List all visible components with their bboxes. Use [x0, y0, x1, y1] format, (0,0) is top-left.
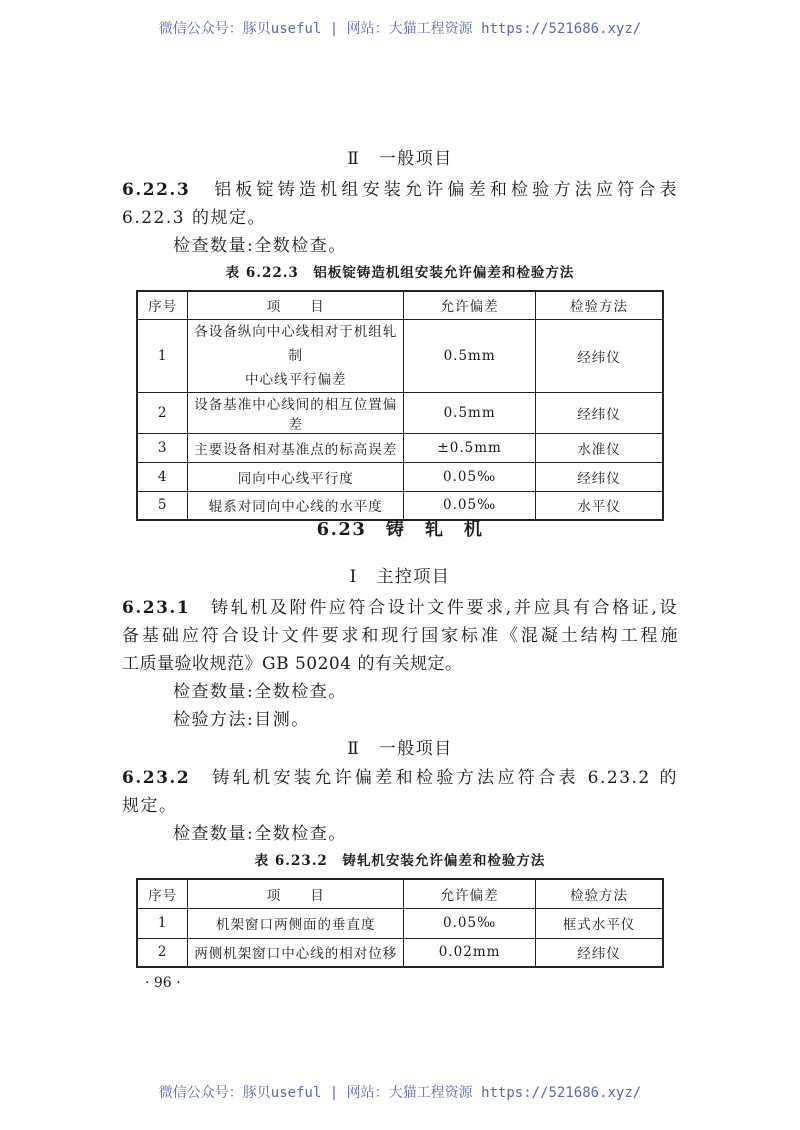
watermark-bottom: 微信公众号：豚贝useful | 网站：大猫工程资源 https://521686.xyz/: [158, 1085, 642, 1101]
check-quantity: 检查数量:全数检查。: [173, 682, 347, 702]
cell: 5: [137, 491, 188, 520]
clause-number: 6.23.2: [122, 768, 191, 788]
cell: 设备基准中心线间的相互位置偏差: [188, 392, 404, 433]
cell: 两侧机架窗口中心线的相对位移: [188, 938, 404, 967]
cell: 机架窗口两侧面的垂直度: [188, 908, 404, 938]
clause-text: 铸轧机及附件应符合设计文件要求,并应具有合格证,设: [210, 598, 678, 618]
header-cell: 检验方法: [535, 879, 663, 908]
cell: 0.05‰: [404, 462, 536, 491]
cell: 0.05‰: [404, 491, 536, 520]
clause-text: 铸轧机安装允许偏差和检验方法应符合表 6.23.2 的: [212, 768, 678, 788]
cell: 2: [137, 392, 188, 433]
cell: 经纬仪: [536, 462, 663, 491]
header-cell: 项 目: [188, 291, 404, 319]
cell: 0.02mm: [404, 938, 536, 967]
cell: 经纬仪: [535, 938, 663, 967]
table-row: [137, 908, 663, 938]
table-row: [137, 319, 663, 392]
cell-line: 中心线平行偏差: [245, 371, 347, 388]
clause-number: 6.23.1: [122, 598, 191, 618]
page-number: · 96 ·: [145, 975, 181, 991]
header-cell: 序号: [137, 291, 188, 319]
table-6-22-3: [136, 290, 664, 521]
cell: 同向中心线平行度: [188, 462, 404, 491]
check-quantity: 检查数量:全数检查。: [173, 824, 347, 844]
section-heading: Ⅱ 一般项目: [347, 739, 453, 759]
cell: 0.5mm: [404, 319, 536, 392]
cell: [188, 319, 404, 392]
clause-text: 备基础应符合设计文件要求和现行国家标准《混凝土结构工程施: [122, 626, 678, 646]
section-title: 6.23 铸 轧 机: [316, 519, 484, 540]
clause-text: 规定。: [122, 796, 178, 816]
clause-6-22-3: [122, 175, 678, 200]
clause-text: 工质量验收规范》GB 50204 的有关规定。: [122, 654, 463, 674]
cell: 水平仪: [536, 491, 663, 520]
header-cell: 项 目: [188, 879, 404, 908]
cell: 1: [137, 319, 188, 392]
table-row: [137, 392, 663, 433]
header-cell: 允许偏差: [404, 879, 536, 908]
header-cell: 允许偏差: [404, 291, 536, 319]
table-row: [137, 433, 663, 462]
cell: 0.05‰: [404, 908, 536, 938]
cell: 3: [137, 433, 188, 462]
section-heading: Ⅱ 一般项目: [347, 149, 453, 169]
cell: 经纬仪: [536, 392, 663, 433]
header-cell: 序号: [137, 879, 188, 908]
cell: 4: [137, 462, 188, 491]
cell: 0.5mm: [404, 392, 536, 433]
cell: 经纬仪: [536, 319, 663, 392]
cell: 框式水平仪: [535, 908, 663, 938]
cell: 水准仪: [536, 433, 663, 462]
table-caption: 表 6.22.3 铝板锭铸造机组安装允许偏差和检验方法: [225, 265, 575, 281]
table-row: [137, 462, 663, 491]
cell: ±0.5mm: [404, 433, 536, 462]
check-method: 检验方法:目测。: [173, 710, 310, 730]
check-quantity: 检查数量:全数检查。: [173, 236, 347, 256]
clause-6-23-2: [122, 763, 678, 788]
table-header: [137, 291, 663, 319]
cell: 辊系对同向中心线的水平度: [188, 491, 404, 520]
clause-6-23-1: [122, 593, 678, 618]
table-row: [137, 938, 663, 967]
cell: 主要设备相对基准点的标高误差: [188, 433, 404, 462]
watermark-top: 微信公众号：豚贝useful | 网站：大猫工程资源 https://521686.xyz/: [158, 21, 642, 37]
cell: 1: [137, 908, 188, 938]
cell-line: 各设备纵向中心线相对于机组轧制: [194, 323, 398, 364]
section-heading: Ⅰ 主控项目: [349, 567, 451, 587]
clause-number: 6.22.3: [122, 180, 191, 200]
table-caption: 表 6.23.2 铸轧机安装允许偏差和检验方法: [254, 853, 546, 869]
table-6-23-2: [136, 878, 664, 968]
clause-text: 6.22.3 的规定。: [122, 208, 266, 228]
table-header: [137, 879, 663, 908]
clause-text: 铝板锭铸造机组安装允许偏差和检验方法应符合表: [214, 180, 678, 200]
cell: 2: [137, 938, 188, 967]
header-cell: 检验方法: [536, 291, 663, 319]
